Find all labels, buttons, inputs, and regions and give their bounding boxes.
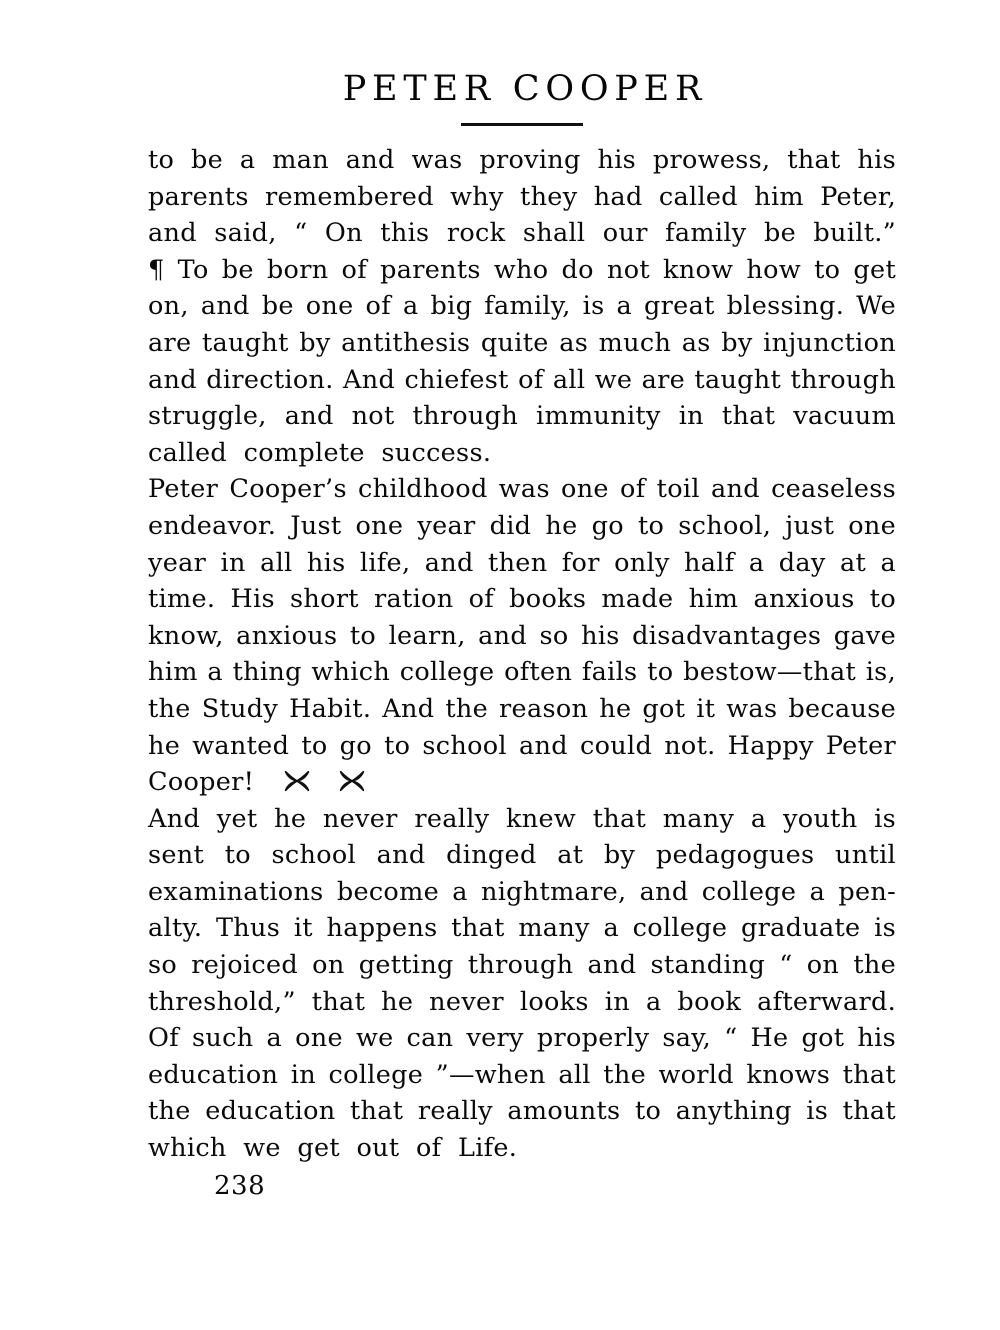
text-line: know, anxious to learn, and so his disadvantages gave bbox=[148, 620, 896, 651]
text-column bbox=[148, 0, 896, 1204]
text-line: endeavor. Just one year did he go to school, just one bbox=[148, 510, 896, 541]
text-line: And yet he never really knew that many a youth is bbox=[148, 803, 896, 834]
text-line: and said, “ On this rock shall our family be built.” bbox=[148, 218, 896, 249]
text-line: time. His short ration of books made him anxious to bbox=[148, 584, 896, 615]
text-line: threshold,” that he never looks in a book afterward. bbox=[148, 986, 896, 1017]
text-line: so rejoiced on getting through and standing “ on the bbox=[148, 950, 896, 981]
text-line: education in college ”—when all the world knows that bbox=[148, 1059, 896, 1090]
text-line: called complete success. bbox=[148, 437, 492, 468]
text-line: Peter Cooper’s childhood was one of toil and ceaseless bbox=[148, 474, 896, 505]
text-line: he wanted to go to school and could not. Happy Peter bbox=[148, 730, 896, 761]
text-line: Of such a one we can very properly say, “ He got his bbox=[148, 1023, 896, 1054]
text-line: are taught by antithesis quite as much as by injunction bbox=[148, 327, 896, 358]
text-line: struggle, and not through immunity in that vacuum bbox=[148, 401, 896, 432]
text-line: which we get out of Life. bbox=[148, 1133, 518, 1164]
text-line: on, and be one of a big family, is a great blessing. We bbox=[148, 291, 896, 322]
text-line: sent to school and dinged at by pedagogues until bbox=[148, 840, 896, 871]
text-line: year in all his life, and then for only half a day at a bbox=[148, 547, 896, 578]
text-line: examinations become a nightmare, and college a pen- bbox=[148, 876, 896, 907]
page-title: PETER COOPER bbox=[342, 69, 708, 109]
text-line bbox=[148, 764, 896, 801]
body-text bbox=[148, 142, 896, 1167]
fleuron-icon bbox=[284, 770, 310, 792]
text-line: parents remembered why they had called him Peter, bbox=[148, 181, 896, 212]
text-line: ¶ To be born of parents who do not know how to get bbox=[148, 254, 896, 285]
text-line: alty. Thus it happens that many a college graduate is bbox=[148, 913, 896, 944]
line-text: Cooper! bbox=[148, 767, 255, 798]
page-number: 238 bbox=[214, 1170, 266, 1201]
fleuron-icon bbox=[339, 770, 365, 792]
text-line: him a thing which college often fails to bestow—that is, bbox=[148, 657, 896, 688]
title-rule-divider bbox=[461, 123, 583, 126]
text-line: the Study Habit. And the reason he got it was because bbox=[148, 693, 896, 724]
text-line: and direction. And chiefest of all we are taught through bbox=[148, 364, 896, 395]
text-line: the education that really amounts to anything is that bbox=[148, 1096, 896, 1127]
text-line: to be a man and was proving his prowess, that his bbox=[148, 145, 896, 175]
